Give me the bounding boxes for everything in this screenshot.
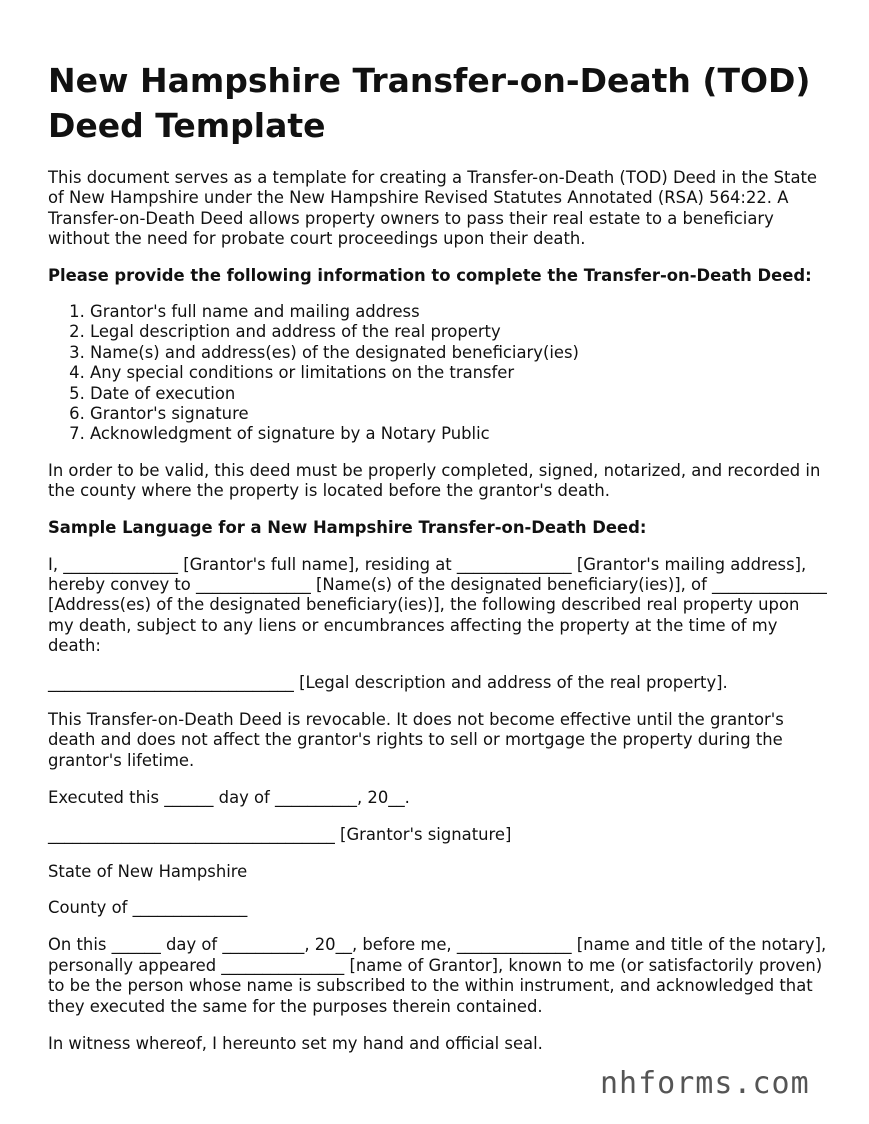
info-prompt: Please provide the following information to complete the Transfer-on-Death Deed: [48,265,812,285]
list-item: 4. Any special conditions or limitations on the transfer [90,363,828,383]
document-page [48,58,828,1054]
state-line: State of New Hampshire [48,861,248,881]
grantor-signature-line: ___________________________________ [Grantor's signature] [48,824,512,844]
list-item: 3. Name(s) and address(es) of the designated beneficiary(ies) [90,343,828,363]
document-title: New Hampshire Transfer-on-Death (TOD) Deed Template [48,61,811,145]
list-item: 7. Acknowledgment of signature by a Notary Public [90,424,828,444]
sample-language-heading: Sample Language for a New Hampshire Transfer-on-Death Deed: [48,517,647,537]
conveyance-paragraph: I, ______________ [Grantor's full name], residing at ______________ [Grantor's mailing address], hereby convey to ______________ [Name(s) of the designated beneficiary(ies)], of ______________ [Address(es) of the designated beneficiary(ies)], the following described real property upon my death, subject to any liens or encumbrances affecting the property at the time of my death: [48,554,827,656]
notary-acknowledgment: On this ______ day of __________, 20__, before me, ______________ [name and title of the notary], personally appeared _______________ [name of Grantor], known to me (or satisfactorily proven) to be the person whose name is subscribed to the within instrument, and acknowledged that they executed the same for the purposes therein contained. [48,935,827,1016]
list-item: 5. Date of execution [90,384,828,404]
intro-paragraph: This document serves as a template for creating a Transfer-on-Death (TOD) Deed in the State of New Hampshire under the New Hampshire Revised Statutes Annotated (RSA) 564:22. A Transfer-on-Death Deed allows property owners to pass their real estate to a beneficiary without the need for probate court proceedings upon their death. [48,168,818,249]
witness-line: In witness whereof, I hereunto set my hand and official seal. [48,1033,543,1053]
list-item: 2. Legal description and address of the real property [90,322,828,342]
required-info-list [48,302,828,445]
legal-description-line: ______________________________ [Legal description and address of the real property]. [48,673,728,693]
list-item: 6. Grantor's signature [90,404,828,424]
county-line: County of ______________ [48,898,248,918]
revocable-note: This Transfer-on-Death Deed is revocable. It does not become effective until the grantor's death and does not affect the grantor's rights to sell or mortgage the property during the grantor's lifetime. [48,710,784,770]
executed-line: Executed this ______ day of __________, 20__. [48,787,410,807]
validity-note: In order to be valid, this deed must be properly completed, signed, notarized, and recorded in the county where the property is located before the grantor's death. [48,460,821,501]
list-item: 1. Grantor's full name and mailing address [90,302,828,322]
site-watermark: nhforms.com [600,1066,810,1101]
